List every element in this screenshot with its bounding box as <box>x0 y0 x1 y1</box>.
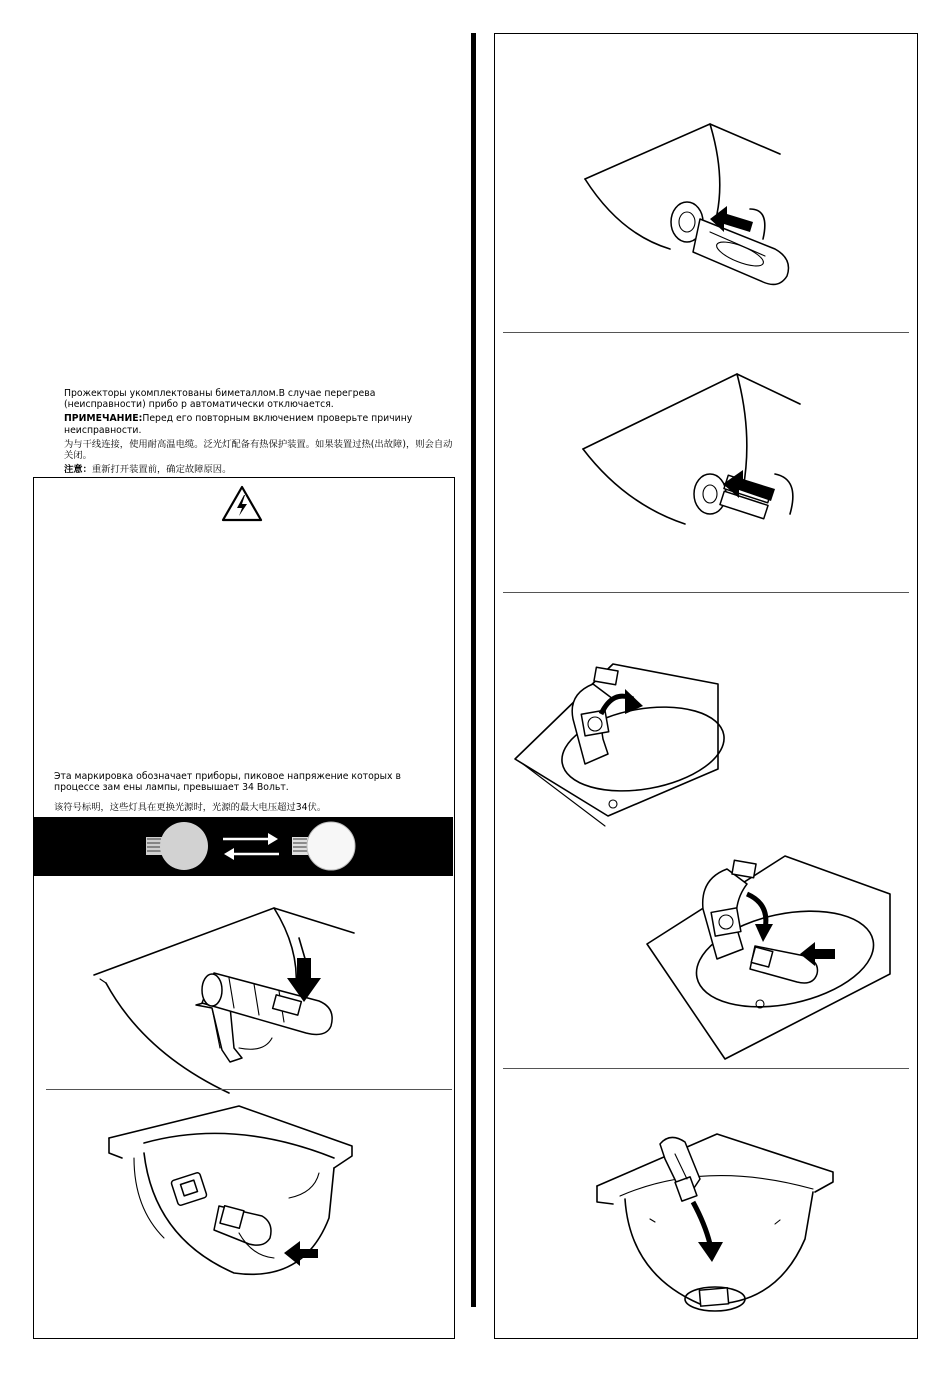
thermal-protection-note <box>64 388 460 478</box>
warning-zh-text: 该符号标明，这些灯具在更换光源时，光源的最大电压超过34伏。 <box>54 802 327 813</box>
high-voltage-warning-icon <box>220 484 264 524</box>
illustration-open-clip <box>513 654 773 824</box>
lamp-replacement-box-left <box>33 477 455 1339</box>
illustration-round-reflector-insert <box>34 1098 454 1338</box>
note-zh-cable: 为与干线连接，使用耐高温电缆。泛光灯配备有热保护装置。如果装置过热(出故障)，则会自动关闭。 <box>64 438 453 462</box>
note-zh-remark-text: 重新打开装置前，确定故障原因。 <box>91 464 232 476</box>
note-ru-remark-text: Перед его повторным включением проверьте причину неисправности. <box>64 413 413 436</box>
frosted-bulb-icon <box>146 822 208 870</box>
note-ru-bimetal: Прожекторы укомплектованы биметаллом.В случае перегрева (неисправности) прибо р автоматически отключается. <box>64 388 376 411</box>
warning-ru-text: Эта маркировка обозначает приборы, пиковое напряжение которых в процессе зам ены лампы, превышает 34 Вольт. <box>54 771 401 794</box>
illustration-lamp-push-in-1 <box>495 114 915 294</box>
divider-right-1 <box>503 332 909 333</box>
clear-bulb-icon <box>292 822 355 870</box>
divider-left <box>46 1089 452 1090</box>
lamp-replacement-box-right <box>494 33 918 1339</box>
column-divider <box>471 33 476 1307</box>
illustration-tubular-lamp-insert <box>34 878 454 1088</box>
divider-right-3 <box>503 1068 909 1069</box>
divider-right-2 <box>503 592 909 593</box>
note-zh-remark <box>64 464 460 475</box>
note-zh-remark-label: 注意： <box>64 464 92 476</box>
note-ru-remark <box>64 413 460 435</box>
illustration-lamp-drop-in <box>495 1124 915 1324</box>
bulb-exchange-graphic <box>34 817 453 876</box>
illustration-close-clip <box>645 854 915 1064</box>
note-ru-remark-label: ПРИМЕЧАНИЕ: <box>64 413 143 425</box>
illustration-lamp-push-in-2 <box>495 364 915 554</box>
bulb-exchange-banner <box>34 817 453 876</box>
exchange-arrows-icon <box>223 833 279 860</box>
